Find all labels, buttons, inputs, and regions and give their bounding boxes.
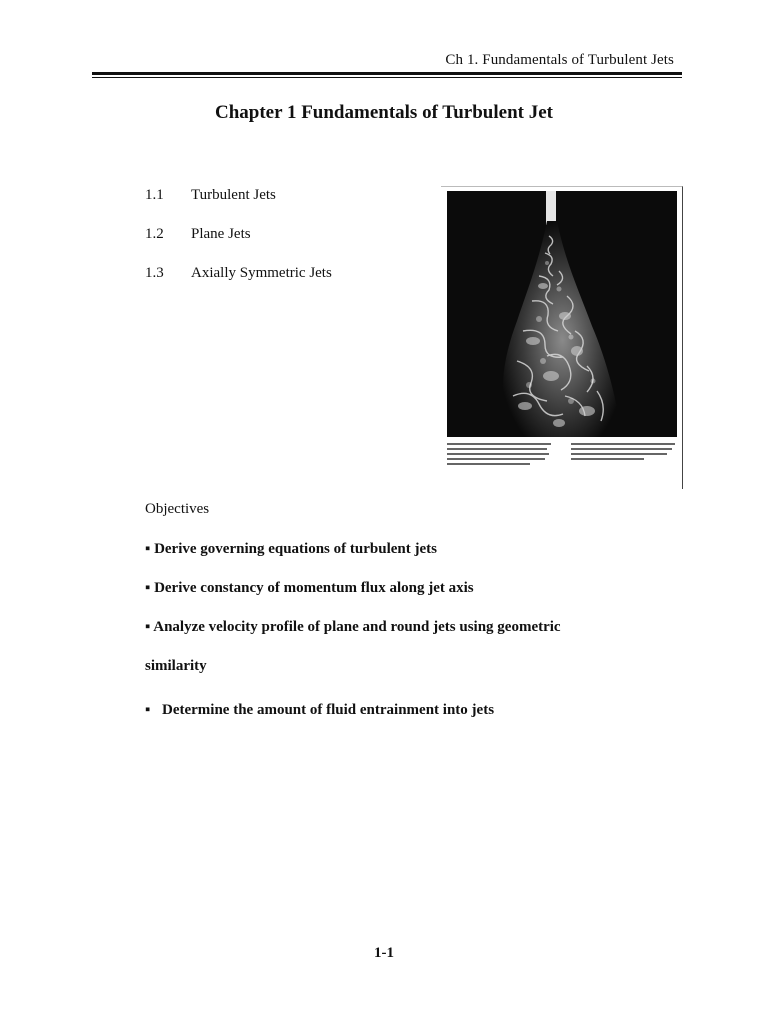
square-bullet: ▪ <box>145 702 151 718</box>
running-header: Ch 1. Fundamentals of Turbulent Jets <box>445 52 674 68</box>
turbulent-jet-photo <box>447 191 677 437</box>
caption-column-left <box>447 443 551 468</box>
toc-label: Turbulent Jets <box>191 187 276 203</box>
table-of-contents <box>145 187 332 304</box>
objective-item: ▪ Derive constancy of momentum flux along jet axis <box>145 580 474 596</box>
caption-column-right <box>571 443 675 463</box>
chapter-title: Chapter 1 Fundamentals of Turbulent Jet <box>214 102 553 123</box>
toc-label: Axially Symmetric Jets <box>191 265 332 281</box>
toc-item <box>145 265 332 304</box>
figure <box>441 186 683 489</box>
toc-number: 1.3 <box>145 265 164 281</box>
objective-item-continuation: similarity <box>145 658 207 674</box>
toc-label: Plane Jets <box>191 226 251 242</box>
toc-number: 1.1 <box>145 187 164 203</box>
objective-item-text: Determine the amount of fluid entrainment into jets <box>162 702 495 718</box>
page-number: 1-1 <box>374 945 394 961</box>
header-rule-thin <box>92 77 682 78</box>
objective-item: ▪ Analyze velocity profile of plane and round jets using geometric <box>145 619 561 635</box>
header-rule-thick <box>92 72 682 75</box>
objectives-heading: Objectives <box>145 501 210 517</box>
objective-item <box>145 702 494 719</box>
objective-item: ▪ Derive governing equations of turbulent jets <box>145 541 437 557</box>
toc-item <box>145 226 332 265</box>
toc-number: 1.2 <box>145 226 164 242</box>
figure-caption <box>447 441 677 485</box>
toc-item <box>145 187 332 226</box>
